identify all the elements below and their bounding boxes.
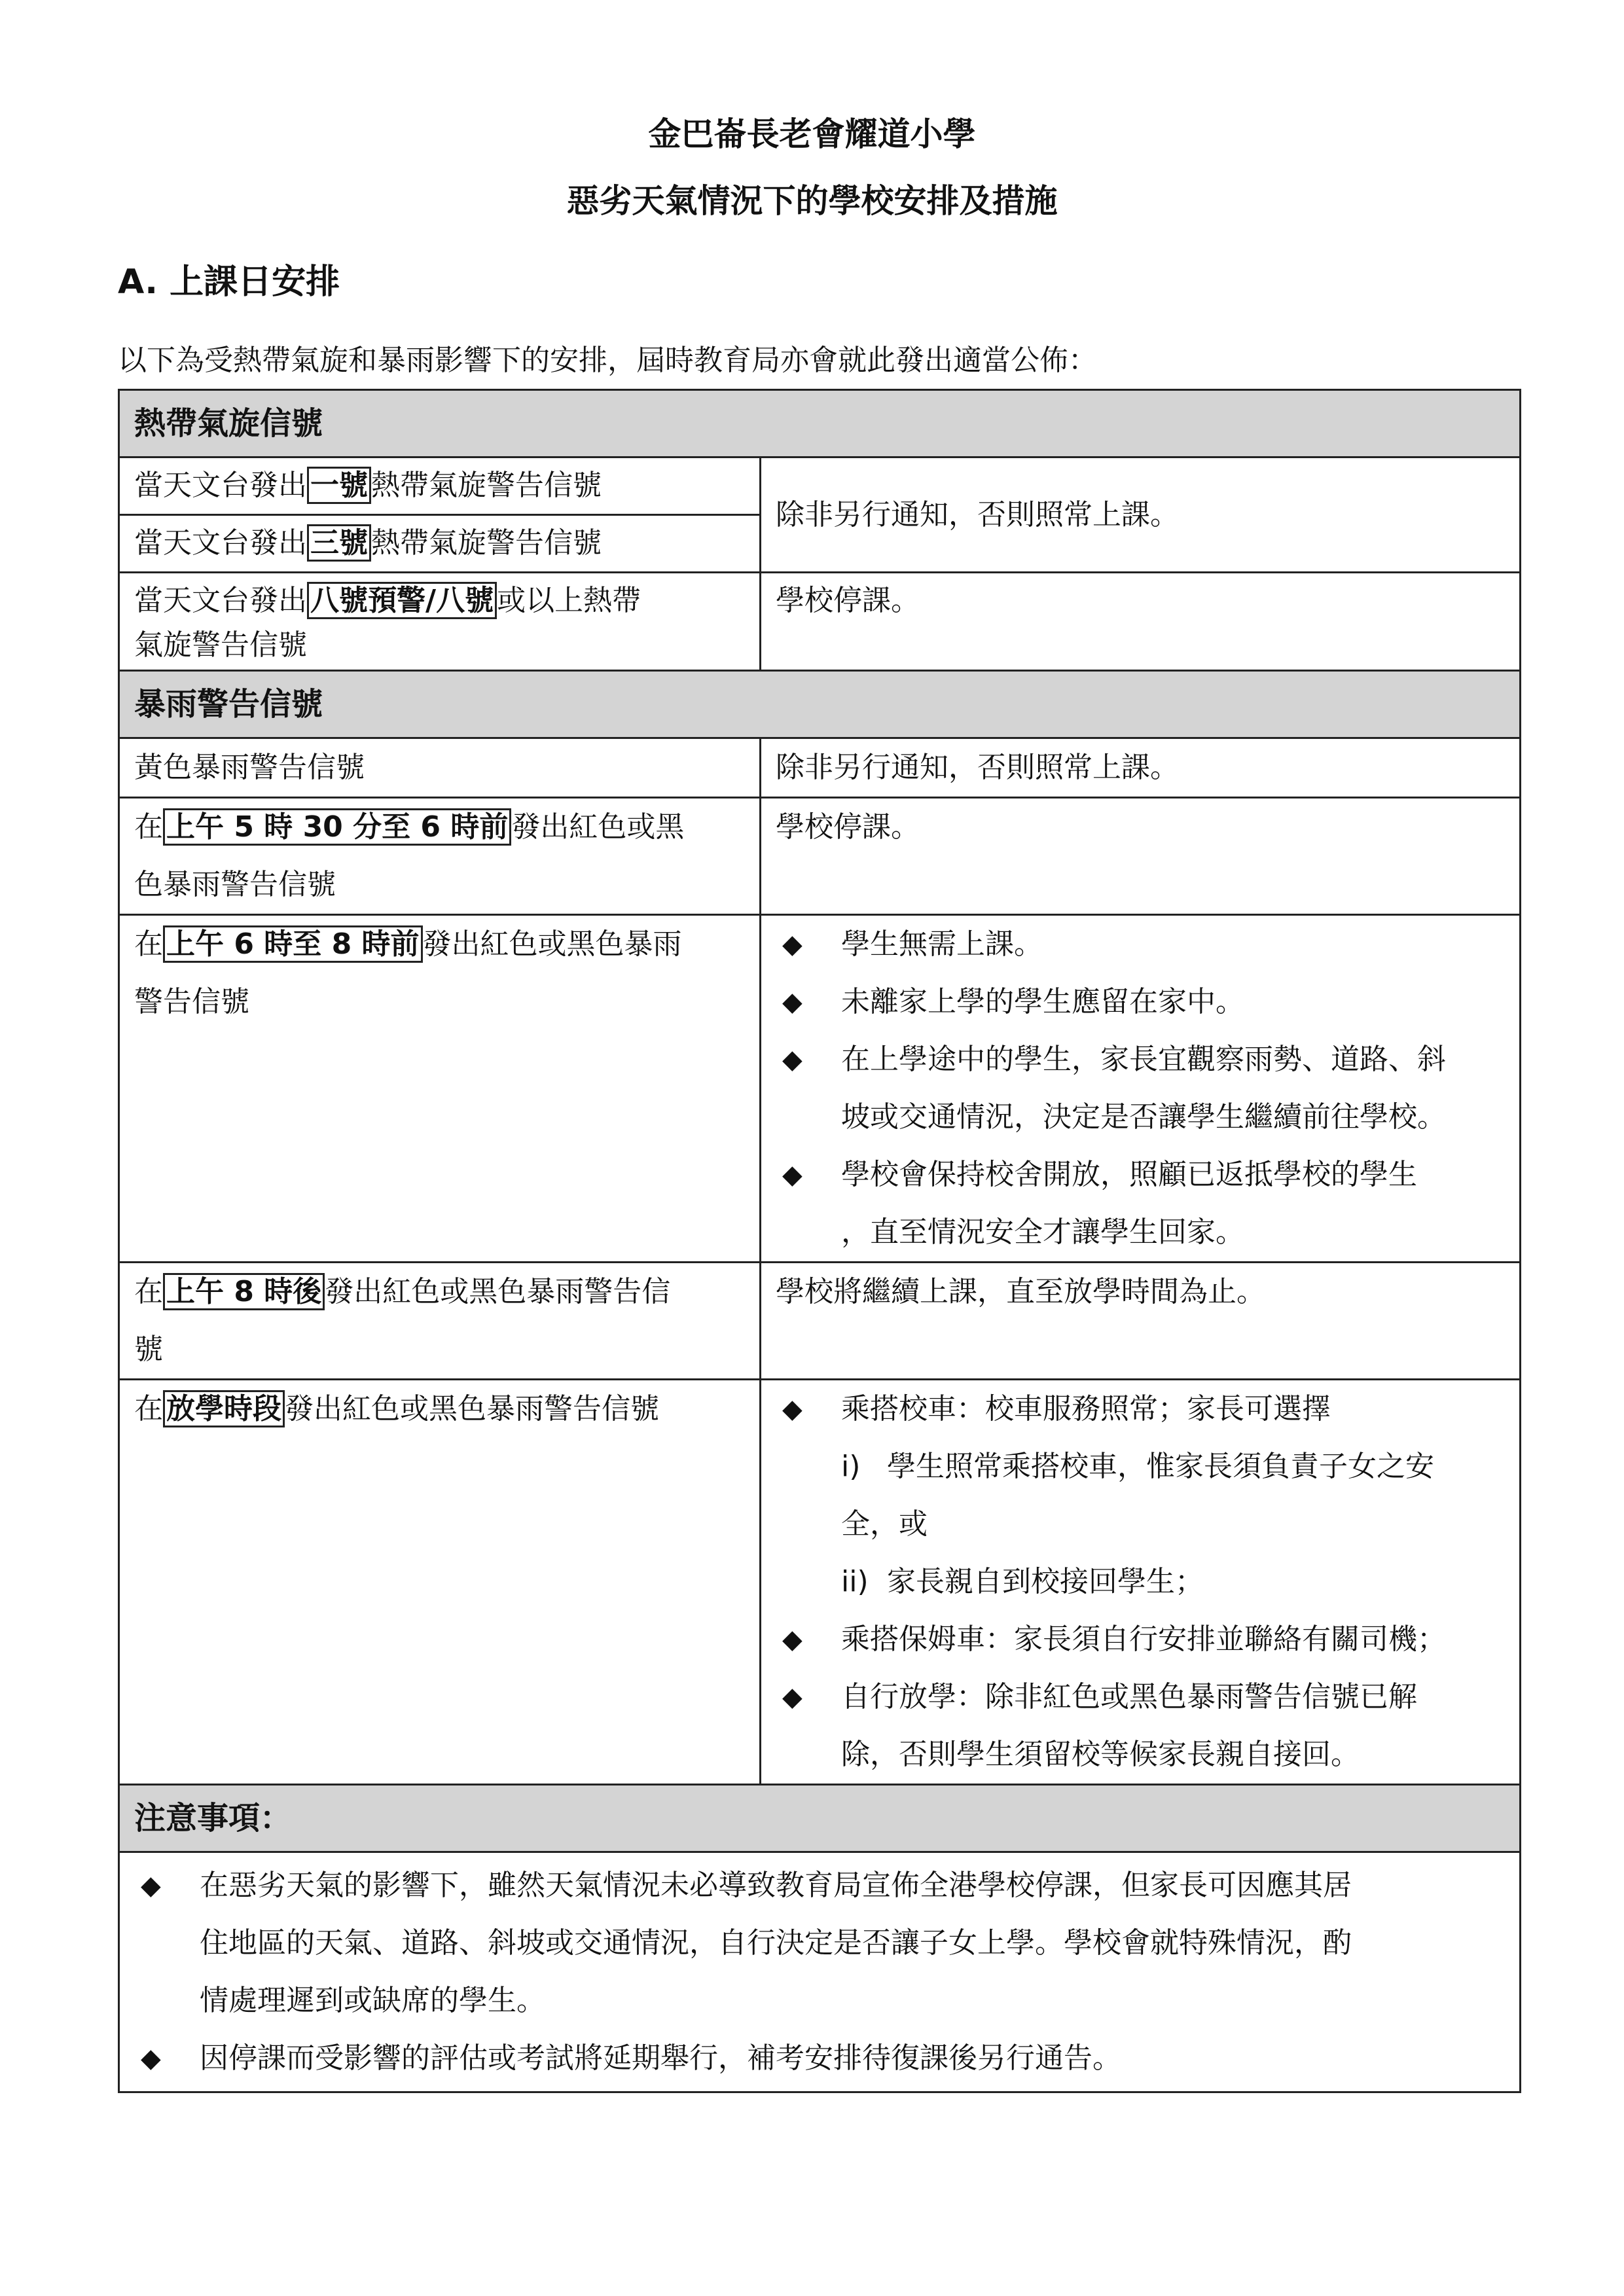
bullet-text: 在上學途中的學生，家長宜觀察雨勢、道路、斜 — [841, 1043, 1446, 1076]
sub-option-text: 學生照常乘搭校車，惟家長須負責子女之安 — [887, 1450, 1434, 1483]
signal-3-box: 三號 — [307, 524, 371, 562]
list-item — [776, 973, 1505, 1031]
sub-option-number: i) — [841, 1450, 861, 1483]
condition-text: 或以上熱帶 — [497, 584, 641, 617]
intro-text: 以下為受熱帶氣旋和暴雨影響下的安排，屆時教育局亦會就此發出適當公佈： — [118, 344, 1097, 377]
condition-text: 發出紅色或黑色暴雨 — [422, 927, 682, 961]
rainstorm-0600-bullets — [776, 916, 1505, 1261]
bullet-text: 學生無需上課。 — [841, 927, 1043, 961]
sub-option-text: 家長親自到校接回學生； — [887, 1565, 1204, 1598]
condition-text: 熱帶氣旋警告信號 — [371, 526, 602, 560]
condition-text-line2: 氣旋警告信號 — [134, 628, 307, 662]
school-name: 金巴崙長老會耀道小學 — [648, 115, 976, 153]
note-text-line3: 情處理遲到或缺席的學生。 — [200, 1984, 545, 2017]
condition-text: 在 — [134, 1275, 163, 1308]
condition-text: 發出紅色或黑色暴雨警告信號 — [285, 1392, 659, 1426]
diamond-bullet-icon: ◆ — [782, 1624, 803, 1655]
list-item — [134, 1857, 1505, 2030]
condition-text: 發出紅色或黑色暴雨警告信 — [325, 1275, 671, 1308]
time-0600-box: 上午 6 時至 8 時前 — [163, 925, 423, 963]
typhoon-signal-1-condition — [119, 457, 761, 515]
time-0800-box: 上午 8 時後 — [163, 1273, 325, 1310]
sub-option-text-line2: 全，或 — [841, 1507, 928, 1541]
condition-text-line2: 號 — [134, 1333, 163, 1366]
list-item — [776, 1380, 1505, 1438]
list-item — [776, 1031, 1505, 1146]
dismissal-bullets-more — [776, 1611, 1505, 1784]
typhoon-signal-8-condition — [119, 573, 761, 671]
bullet-text: 學校會保持校舍開放，照顧已返抵學校的學生 — [841, 1158, 1417, 1191]
rainstorm-0530-condition — [119, 798, 761, 915]
note-text: 因停課而受影響的評估或考試將延期舉行，補考安排待復課後另行通告。 — [200, 2041, 1121, 2075]
diamond-bullet-icon: ◆ — [782, 1682, 803, 1712]
diamond-bullet-icon: ◆ — [782, 929, 803, 960]
signal-1-box: 一號 — [307, 467, 371, 504]
rainstorm-0800-action: 學校將繼續上課，直至放學時間為止。 — [761, 1263, 1521, 1380]
section-a-heading: A. 上課日安排 — [118, 262, 340, 302]
condition-text: 當天文台發出 — [134, 584, 307, 617]
list-item — [776, 1611, 1505, 1668]
condition-text: 發出紅色或黑 — [511, 810, 685, 844]
bullet-text-line2: ，直至情況安全才讓學生回家。 — [841, 1215, 1244, 1249]
bullet-text: 乘搭校車：校車服務照常；家長可選擇 — [841, 1392, 1331, 1426]
bullet-text: 乘搭保姆車：家長須自行安排並聯絡有關司機； — [841, 1623, 1446, 1656]
bullet-text-line2: 除，否則學生須留校等候家長親自接回。 — [841, 1738, 1360, 1771]
rainstorm-0530-action: 學校停課。 — [761, 798, 1521, 915]
typhoon-signal-3-condition — [119, 515, 761, 573]
rainstorm-0800-condition — [119, 1263, 761, 1380]
notes-list — [134, 1857, 1505, 2087]
diamond-bullet-icon: ◆ — [782, 1045, 803, 1075]
list-item — [776, 1146, 1505, 1261]
sub-option-i — [776, 1438, 1505, 1553]
rainstorm-dismissal-condition — [119, 1380, 761, 1785]
rainstorm-header: 暴雨警告信號 — [119, 671, 1521, 738]
condition-text: 在 — [134, 927, 163, 961]
list-item — [776, 916, 1505, 973]
diamond-bullet-icon: ◆ — [782, 1160, 803, 1190]
condition-text: 當天文台發出 — [134, 469, 307, 502]
diamond-bullet-icon: ◆ — [782, 987, 803, 1017]
condition-text: 熱帶氣旋警告信號 — [371, 469, 602, 502]
diamond-bullet-icon: ◆ — [141, 1871, 161, 1901]
yellow-rainstorm-condition: 黃色暴雨警告信號 — [119, 738, 761, 798]
note-text-line2: 住地區的天氣、道路、斜坡或交通情況，自行決定是否讓子女上學。學校會就特殊情況，酌 — [200, 1926, 1352, 1960]
condition-text-line2: 色暴雨警告信號 — [134, 868, 336, 901]
typhoon-signal-8-action: 學校停課。 — [761, 573, 1521, 671]
condition-text: 在 — [134, 1392, 163, 1426]
note-text: 在惡劣天氣的影響下，雖然天氣情況未必導致教育局宣佈全港學校停課，但家長可因應其居 — [200, 1869, 1352, 1902]
rainstorm-0600-action — [761, 915, 1521, 1263]
time-0530-box: 上午 5 時 30 分至 6 時前 — [163, 808, 511, 846]
bullet-text: 未離家上學的學生應留在家中。 — [841, 985, 1244, 1018]
list-item — [776, 1668, 1505, 1784]
sub-option-ii — [776, 1553, 1505, 1611]
sub-option-number: ii) — [841, 1565, 869, 1598]
typhoon-signal-1-3-action: 除非另行通知，否則照常上課。 — [761, 457, 1521, 573]
rainstorm-dismissal-action — [761, 1380, 1521, 1785]
bullet-text-line2: 坡或交通情況，決定是否讓學生繼續前往學校。 — [841, 1100, 1446, 1134]
rainstorm-0600-condition — [119, 915, 761, 1263]
dismissal-box: 放學時段 — [163, 1390, 285, 1427]
diamond-bullet-icon: ◆ — [782, 1394, 803, 1424]
bullet-text: 自行放學：除非紅色或黑色暴雨警告信號已解 — [841, 1680, 1417, 1713]
typhoon-header: 熱帶氣旋信號 — [119, 390, 1521, 457]
condition-text: 在 — [134, 810, 163, 844]
list-item — [134, 2030, 1505, 2087]
document-title: 惡劣天氣情況下的學校安排及措施 — [566, 182, 1058, 220]
notes-header: 注意事項： — [119, 1785, 1521, 1852]
diamond-bullet-icon: ◆ — [141, 2043, 161, 2073]
arrangement-table — [118, 389, 1521, 2093]
condition-text: 當天文台發出 — [134, 526, 307, 560]
yellow-rainstorm-action: 除非另行通知，否則照常上課。 — [761, 738, 1521, 798]
dismissal-bullets — [776, 1380, 1505, 1438]
notes-body — [119, 1852, 1521, 2092]
condition-text-line2: 警告信號 — [134, 985, 249, 1018]
signal-8-box: 八號預警/八號 — [307, 582, 497, 619]
